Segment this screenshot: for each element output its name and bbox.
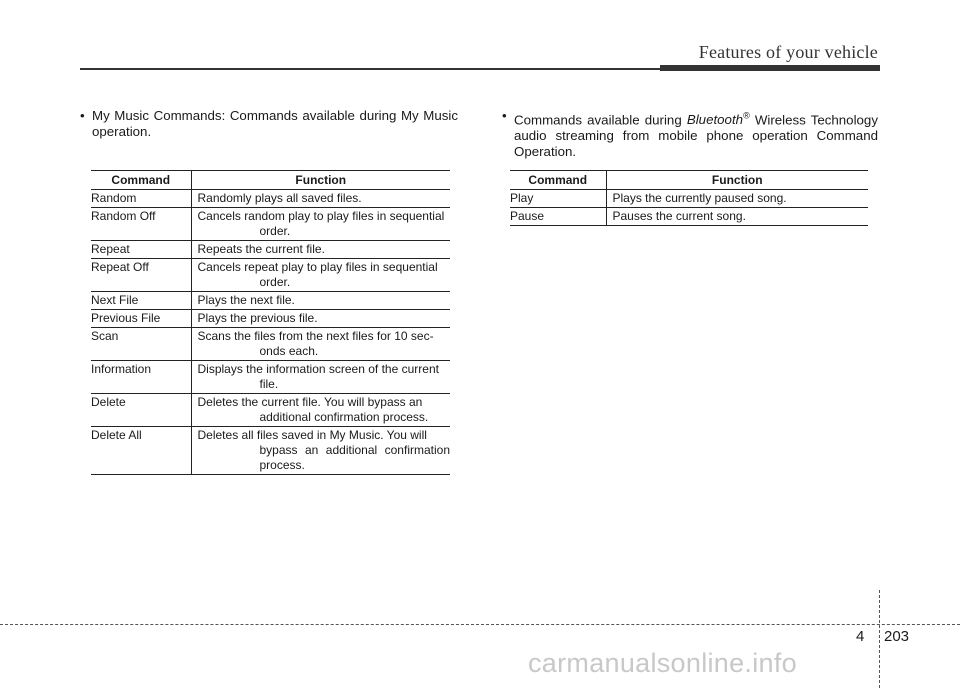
table-row (91, 394, 450, 427)
function-text: Displays the information screen of the current (197, 362, 439, 376)
bluetooth-bullet (502, 108, 878, 160)
function-text-continued: onds each. (259, 344, 319, 358)
function-cell (191, 241, 450, 259)
registered-mark: ® (743, 111, 750, 121)
my-music-commands-table (91, 170, 450, 475)
command-cell: Random Off (91, 208, 191, 241)
footer-divider (879, 590, 880, 688)
table-row (91, 241, 450, 259)
section-title: Features of your vehicle (698, 42, 878, 62)
function-text: Scans the files from the next files for 10 sec- (197, 329, 434, 343)
function-text: Cancels repeat play to play files in sequential (197, 260, 438, 274)
function-cell (191, 328, 450, 361)
function-text-continued: additional confirmation process. (259, 410, 429, 424)
column-header-command: Command (510, 171, 606, 190)
command-cell: Repeat Off (91, 259, 191, 292)
column-header-command: Command (91, 171, 191, 190)
function-cell (191, 259, 450, 292)
column-header-function: Function (191, 171, 450, 190)
chapter-number: 4 (856, 628, 865, 645)
function-cell (191, 427, 450, 475)
command-cell: Repeat (91, 241, 191, 259)
table-header-row (91, 171, 450, 190)
function-cell (606, 208, 868, 226)
command-cell: Previous File (91, 310, 191, 328)
table-row (91, 328, 450, 361)
watermark: carmanualsonline.info (528, 648, 797, 678)
bluetooth-bullet-post: Wireless Technology audio streaming from mobile phone operation Command Operation. (514, 112, 878, 160)
function-cell (191, 394, 450, 427)
command-cell: Delete All (91, 427, 191, 475)
command-cell: Play (510, 190, 606, 208)
command-cell: Scan (91, 328, 191, 361)
bluetooth-brand: Bluetooth® (686, 111, 750, 128)
page-number: 203 (884, 628, 910, 645)
table-row (91, 259, 450, 292)
function-cell (606, 190, 868, 208)
command-cell: Next File (91, 292, 191, 310)
bluetooth-bullet-pre: Commands available during (514, 112, 687, 128)
table-row (91, 292, 450, 310)
function-text: Deletes all files saved in My Music. You will (197, 428, 427, 442)
function-cell (191, 310, 450, 328)
table-row (91, 310, 450, 328)
command-cell: Delete (91, 394, 191, 427)
header-accent-bar (660, 65, 880, 71)
command-cell: Information (91, 361, 191, 394)
bullet-dot: • (80, 108, 85, 123)
function-text: Deletes the current file. You will bypass an (197, 395, 423, 409)
function-text: Randomly plays all saved files. (197, 191, 362, 205)
table-row (91, 361, 450, 394)
table-row (510, 208, 868, 226)
function-text: Cancels random play to play files in sequential (197, 209, 445, 223)
table-row (91, 427, 450, 475)
function-text-continued: order. (259, 224, 291, 238)
function-text-continued: file. (259, 377, 279, 391)
function-text-continued: order. (259, 275, 291, 289)
function-text: Repeats the current file. (197, 242, 325, 256)
column-header-function: Function (606, 171, 868, 190)
table-row (91, 190, 450, 208)
function-text-continued: bypass an additional confirmation process. (259, 443, 450, 472)
command-cell: Random (91, 190, 191, 208)
function-text: Plays the previous file. (197, 311, 318, 325)
my-music-bullet (80, 108, 458, 140)
table-row (91, 208, 450, 241)
function-text: Pauses the current song. (612, 209, 746, 223)
table-row (510, 190, 868, 208)
bluetooth-bullet-text (514, 108, 878, 160)
function-cell (191, 190, 450, 208)
function-cell (191, 292, 450, 310)
bullet-dot: • (502, 108, 507, 123)
function-cell (191, 208, 450, 241)
function-text: Plays the currently paused song. (612, 191, 787, 205)
function-text: Plays the next file. (197, 293, 295, 307)
function-cell (191, 361, 450, 394)
command-cell: Pause (510, 208, 606, 226)
bluetooth-commands-table (510, 170, 868, 226)
table-header-row (510, 171, 868, 190)
footer-rule (0, 624, 960, 625)
my-music-bullet-text: My Music Commands: Commands available during My Music operation. (92, 108, 458, 139)
